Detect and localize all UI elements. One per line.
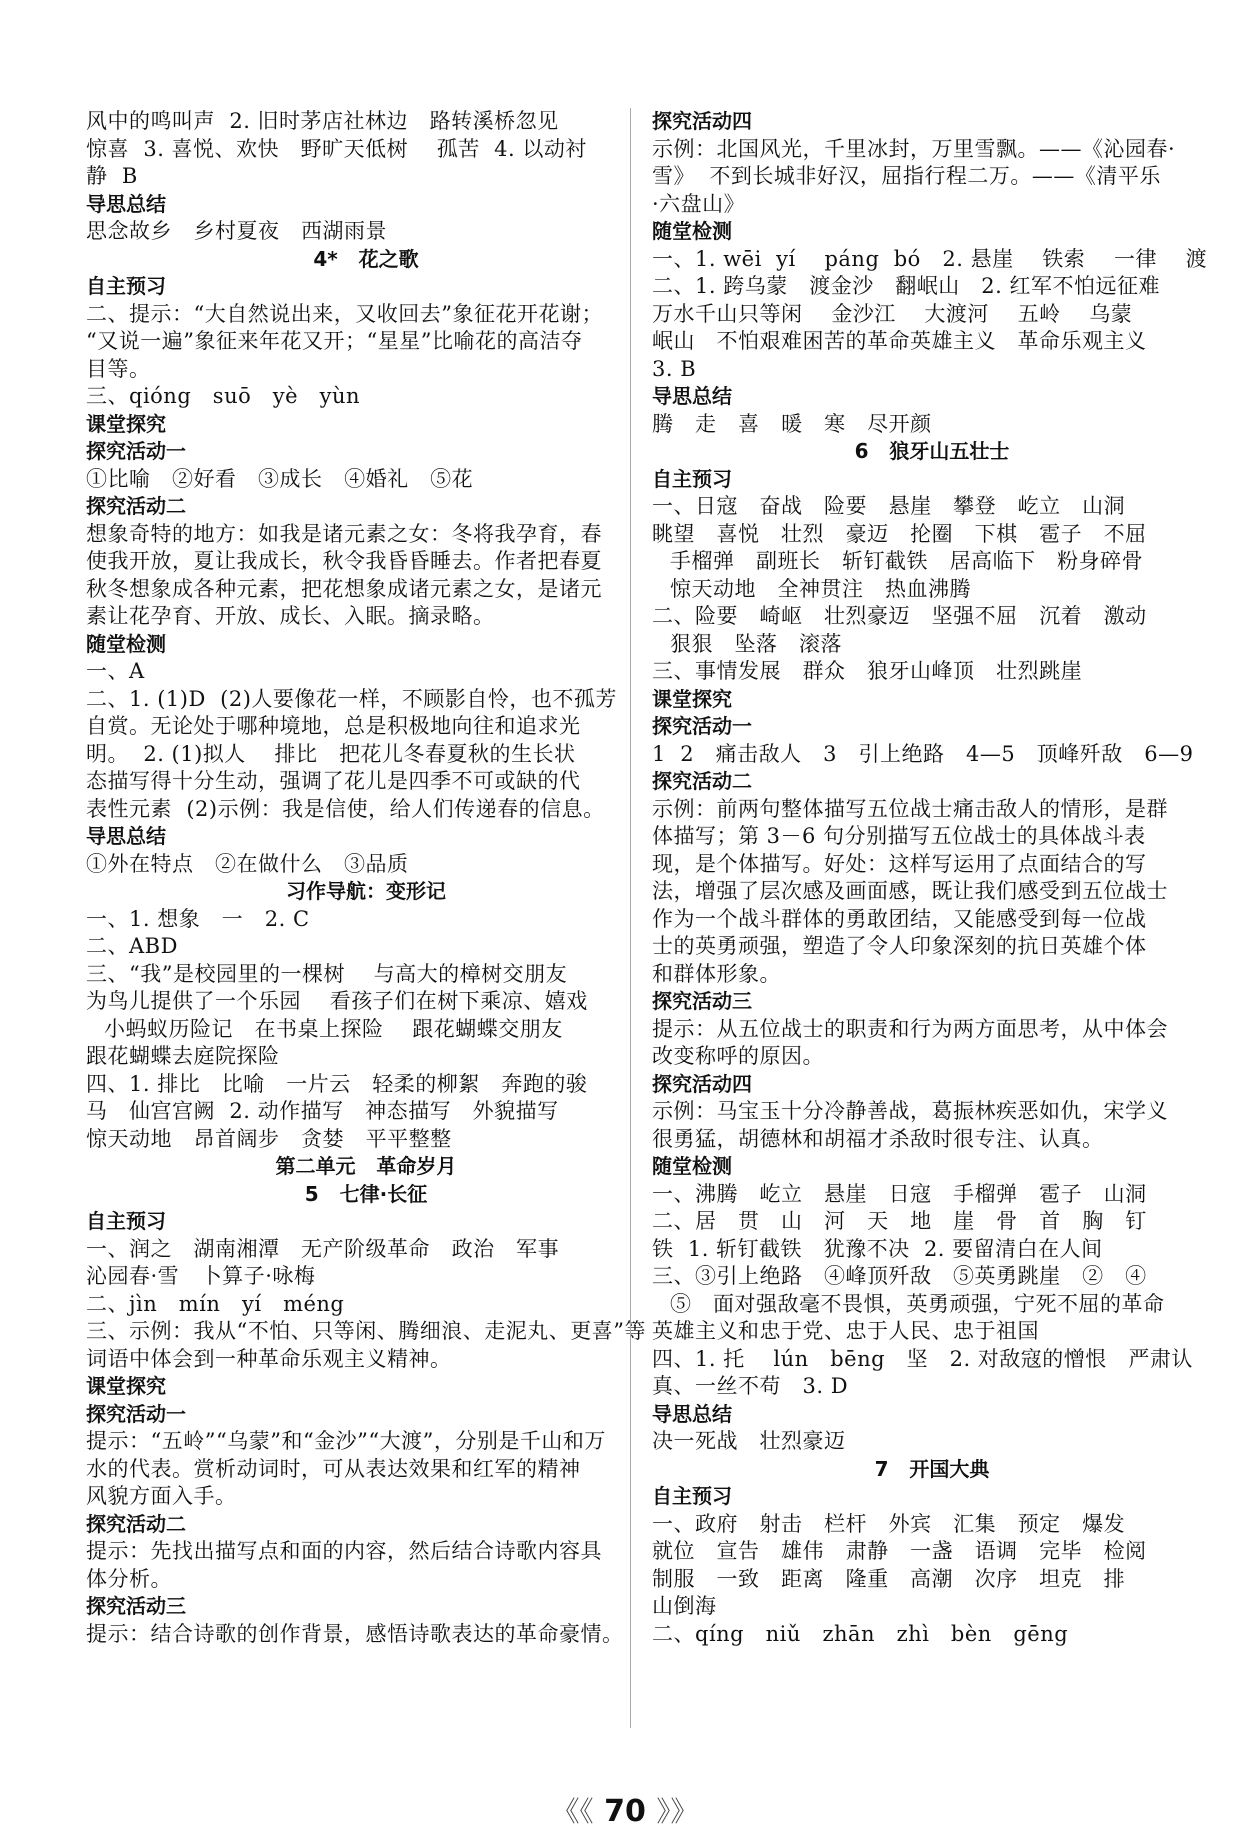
section-heading: 探究活动二 — [86, 494, 186, 518]
answer-line: ·六盘山》 — [652, 191, 746, 216]
answer-line: 跟花蝴蝶去庭院探险 — [86, 1044, 280, 1068]
answer-line: 自赏。无论处于哪种境地，总是积极地向往和追求光 — [86, 714, 581, 738]
answer-line: 一、沸腾 屹立 悬崖 日寇 手榴弹 雹子 山洞 — [652, 1181, 1147, 1206]
answer-line: 四、1. 排比 比喻 一片云 轻柔的柳絮 奔跑的骏 — [86, 1071, 588, 1096]
section-heading: 探究活动二 — [652, 769, 752, 793]
answer-line: 提示：结合诗歌的创作背景，感悟诗歌表达的革命豪情。 — [86, 1621, 624, 1646]
answer-line: 1 2 痛击敌人 3 引上绝路 4—5 顶峰歼敌 6—9 — [652, 741, 1194, 766]
answer-line: 体描写；第 3－6 句分别描写五位战士的具体战斗表 — [652, 824, 1146, 848]
answer-line: 雪》 不到长城非好汉，屈指行程二万。——《清平乐 — [652, 164, 1161, 188]
lesson-title: 6 狼牙山五壮士 — [854, 439, 1010, 463]
section-heading: 探究活动四 — [652, 1071, 752, 1096]
left-column — [86, 108, 646, 1648]
answer-line: 二、ABD — [86, 934, 178, 958]
section-heading: 探究活动三 — [86, 1594, 186, 1618]
footer-right-mark: 》》 — [656, 1795, 699, 1828]
section-heading: 自主预习 — [86, 1209, 166, 1233]
section-heading: 课堂探究 — [86, 1374, 166, 1398]
answer-line: 马 仙宫宫阙 2. 动作描写 神态描写 外貌描写 — [86, 1099, 559, 1123]
section-heading: 探究活动一 — [86, 1401, 186, 1426]
answer-line: 二、qíng niǔ zhān zhì bèn gēng — [652, 1621, 1069, 1646]
answer-line: 惊天动地 昂首阔步 贪婪 平平整整 — [86, 1126, 452, 1151]
answer-line: 二、1. (1)D (2)人要像花一样，不顾影自怜，也不孤芳 — [86, 686, 617, 711]
lesson-title: 5 七律·长征 — [304, 1181, 428, 1206]
answer-line: 3. B — [652, 356, 697, 381]
section-heading: 自主预习 — [652, 1484, 732, 1508]
answer-line: 岷山 不怕艰难困苦的革命英雄主义 革命乐观主义 — [652, 329, 1147, 353]
page-footer — [0, 1790, 1250, 1830]
section-heading: 导思总结 — [652, 384, 732, 408]
section-heading: 探究活动四 — [652, 109, 752, 133]
answer-line: 英雄主义和忠于党、忠于人民、忠于祖国 — [652, 1319, 1039, 1343]
answer-line: 狠狠 坠落 滚落 — [670, 631, 843, 656]
answer-line: 惊喜 3. 喜悦、欢快 野旷天低树 孤苦 4. 以动衬 — [86, 136, 587, 161]
answer-line: 静 B — [86, 164, 138, 188]
answer-line: 提示：从五位战士的职责和行为两方面思考，从中体会 — [652, 1016, 1168, 1041]
lesson-title: 7 开国大典 — [874, 1456, 990, 1481]
answer-line: 为鸟儿提供了一个乐园 看孩子们在树下乘凉、嬉戏 — [86, 989, 588, 1013]
answer-line: 词语中体会到一种革命乐观主义精神。 — [86, 1346, 452, 1371]
column-divider — [630, 108, 631, 1728]
answer-line: 三、“我”是校园里的一棵树 与高大的樟树交朋友 — [86, 961, 568, 986]
answer-line: ①比喻 ②好看 ③成长 ④婚礼 ⑤花 — [86, 466, 474, 491]
section-heading: 课堂探究 — [86, 411, 166, 436]
answer-line: 铁 1. 斩钉截铁 犹豫不决 2. 要留清白在人间 — [652, 1236, 1103, 1261]
answer-line: 风貌方面入手。 — [86, 1484, 237, 1508]
section-heading: 导思总结 — [86, 824, 166, 848]
answer-line: 很勇猛，胡德林和胡福才杀敌时很专注、认真。 — [652, 1126, 1104, 1151]
answer-line: 改变称呼的原因。 — [652, 1044, 824, 1068]
page-number: 70 — [604, 1794, 646, 1829]
answer-line: 明。 2. (1)拟人 排比 把花儿冬春夏秋的生长状 — [86, 741, 576, 766]
answer-line: 素让花孕育、开放、成长、入眠。摘录略。 — [86, 604, 495, 628]
answer-line: 秋冬想象成各种元素，把花想象成诸元素之女，是诸元 — [86, 576, 602, 601]
answer-line: 士的英勇顽强，塑造了令人印象深刻的抗日英雄个体 — [652, 934, 1147, 958]
answer-line: 提示：先找出描写点和面的内容，然后结合诗歌内容具 — [86, 1539, 602, 1563]
answer-line: ①外在特点 ②在做什么 ③品质 — [86, 851, 409, 876]
answer-line: 三、事情发展 群众 狼牙山峰顶 壮烈跳崖 — [652, 659, 1083, 683]
lesson-title: 4* 花之歌 — [313, 246, 419, 271]
answer-line: 水的代表。赏析动词时，可从表达效果和红军的精神 — [86, 1456, 581, 1481]
answer-line: 三、③引上绝路 ④峰顶歼敌 ⑤英勇跳崖 ② ④ — [652, 1264, 1147, 1288]
section-heading: 探究活动一 — [652, 714, 752, 738]
answer-line: 一、1. wēi yí páng bó 2. 悬崖 铁索 一律 渡 — [652, 246, 1208, 271]
answer-line: 一、1. 想象 一 2. C — [86, 906, 310, 931]
answer-line: 四、1. 托 lún bēng 坚 2. 对敌寇的憎恨 严肃认 — [652, 1346, 1193, 1371]
answer-line: 表性元素 (2)示例：我是信使，给人们传递春的信息。 — [86, 796, 605, 821]
answer-line: 示例：北国风光，千里冰封，万里雪飘。——《沁园春· — [652, 136, 1176, 161]
answer-line: 万水千山只等闲 金沙江 大渡河 五岭 乌蒙 — [652, 301, 1133, 326]
answer-line: 提示：“五岭”“乌蒙”和“金沙”“大渡”，分别是千山和万 — [86, 1429, 606, 1453]
answer-line: 风中的鸣叫声 2. 旧时茅店社林边 路转溪桥忽见 — [86, 109, 559, 133]
section-heading: 自主预习 — [86, 274, 166, 298]
answer-line: 想象奇特的地方：如我是诸元素之女：冬将我孕育，春 — [86, 521, 602, 546]
answer-line: 手榴弹 副班长 斩钉截铁 居高临下 粉身碎骨 — [670, 549, 1144, 573]
answer-line: 一、润之 湖南湘潭 无产阶级革命 政治 军事 — [86, 1236, 560, 1261]
answer-line: 法，增强了层次感及画面感，既让我们感受到五位战士 — [652, 879, 1168, 903]
section-heading: 随堂检测 — [86, 631, 166, 656]
answer-line: “又说一遍”象征来年花又开；“星星”比喻花的高洁夺 — [86, 329, 583, 353]
answer-line: 一、日寇 奋战 险要 悬崖 攀登 屹立 山洞 — [652, 494, 1126, 518]
answer-line: 小蚂蚁历险记 在书桌上探险 跟花蝴蝶交朋友 — [104, 1016, 563, 1041]
answer-line: 使我开放，夏让我成长，秋令我昏昏睡去。作者把春夏 — [86, 549, 602, 573]
answer-line: 就位 宣告 雄伟 肃静 一盏 语调 完毕 检阅 — [652, 1539, 1147, 1563]
section-heading: 自主预习 — [652, 466, 732, 491]
lesson-title: 习作导航：变形记 — [286, 879, 446, 903]
answer-line: 二、jìn mín yí méng — [86, 1291, 345, 1316]
section-heading: 课堂探究 — [652, 686, 732, 711]
answer-line: 惊天动地 全神贯注 热血沸腾 — [670, 576, 972, 601]
answer-line: 示例：前两句整体描写五位战士痛击敌人的情形，是群 — [652, 796, 1168, 821]
answer-line: 一、政府 射击 栏杆 外宾 汇集 预定 爆发 — [652, 1511, 1126, 1536]
section-heading: 探究活动一 — [86, 439, 186, 463]
answer-line: 二、居 贯 山 河 天 地 崖 骨 首 胸 钉 — [652, 1209, 1147, 1233]
answer-line: 制服 一致 距离 隆重 高潮 次序 坦克 排 — [652, 1566, 1126, 1591]
section-heading: 导思总结 — [652, 1401, 732, 1426]
answer-line: 真、一丝不苟 3. D — [652, 1374, 849, 1398]
answer-line: 腾 走 喜 暖 寒 尽开颜 — [652, 411, 932, 436]
answer-line: 决一死战 壮烈豪迈 — [652, 1429, 846, 1453]
answer-line: 示例：马宝玉十分冷静善战，葛振林疾恶如仇，宋学义 — [652, 1099, 1168, 1123]
section-heading: 随堂检测 — [652, 219, 732, 243]
answer-line: 二、1. 跨乌蒙 渡金沙 翻岷山 2. 红军不怕远征难 — [652, 274, 1160, 298]
section-heading: 探究活动二 — [86, 1511, 186, 1536]
answer-line: 体分析。 — [86, 1566, 172, 1591]
section-heading: 导思总结 — [86, 191, 166, 216]
answer-line: 和群体形象。 — [652, 961, 781, 986]
answer-line: 三、示例：我从“不怕、只等闲、腾细浪、走泥丸、更喜”等 — [86, 1319, 646, 1343]
right-column — [652, 108, 1212, 1648]
answer-line: 作为一个战斗群体的勇敢团结，又能感受到每一位战 — [652, 906, 1147, 931]
answer-line: 眺望 喜悦 壮烈 豪迈 抡圈 下棋 雹子 不屈 — [652, 521, 1147, 546]
lesson-title: 第二单元 革命岁月 — [275, 1154, 457, 1178]
answer-line: 二、险要 崎岖 壮烈豪迈 坚强不屈 沉着 激动 — [652, 604, 1147, 628]
footer-left-mark: 《《 — [551, 1795, 594, 1828]
answer-line: ⑤ 面对强敌毫不畏惧，英勇顽强，宁死不屈的革命 — [670, 1291, 1165, 1316]
answer-line: 一、A — [86, 659, 145, 683]
answer-line: 三、qióng suō yè yùn — [86, 384, 360, 408]
section-heading: 随堂检测 — [652, 1154, 732, 1178]
section-heading: 探究活动三 — [652, 989, 752, 1013]
answer-line: 二、提示：“大自然说出来，又收回去”象征花开花谢； — [86, 301, 603, 326]
answer-line: 思念故乡 乡村夏夜 西湖雨景 — [86, 219, 388, 243]
answer-line: 态描写得十分生动，强调了花儿是四季不可或缺的代 — [86, 769, 581, 793]
answer-line: 山倒海 — [652, 1594, 717, 1618]
answer-line: 目等。 — [86, 356, 151, 381]
answer-line: 现，是个体描写。好处：这样写运用了点面结合的写 — [652, 851, 1147, 876]
answer-line: 沁园春·雪 卜算子·咏梅 — [86, 1264, 316, 1288]
